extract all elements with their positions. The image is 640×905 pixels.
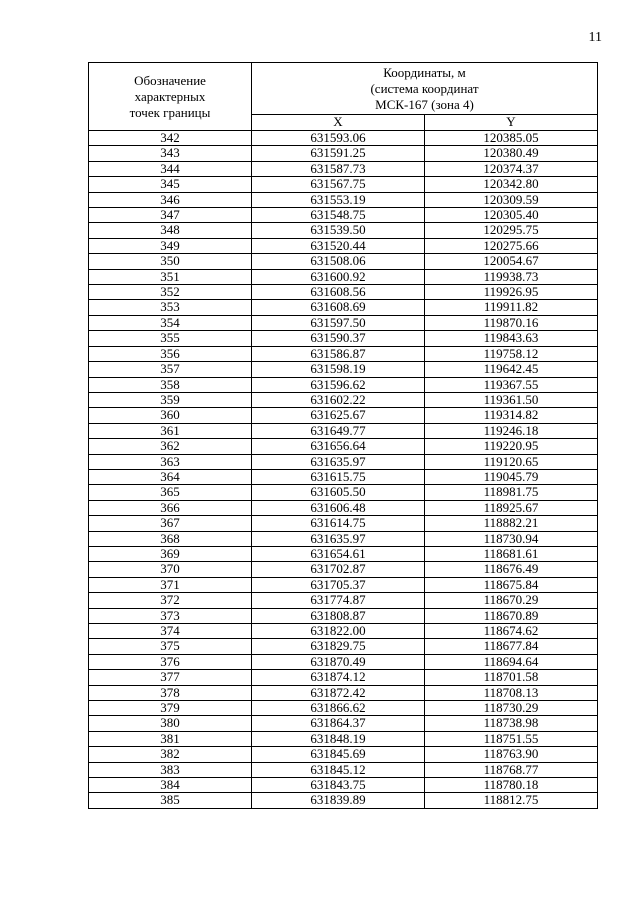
point-id-cell: 343 (89, 146, 252, 161)
point-id-cell: 376 (89, 654, 252, 669)
table-row (89, 469, 598, 484)
point-id-cell: 382 (89, 747, 252, 762)
point-id-cell: 371 (89, 577, 252, 592)
table-row (89, 731, 598, 746)
y-coordinate-cell: 120305.40 (425, 208, 598, 223)
x-coordinate-cell: 631587.73 (252, 161, 425, 176)
x-coordinate-cell: 631596.62 (252, 377, 425, 392)
y-coordinate-cell: 118751.55 (425, 731, 598, 746)
point-id-cell: 353 (89, 300, 252, 315)
x-coordinate-cell: 631625.67 (252, 408, 425, 423)
y-coordinate-cell: 118780.18 (425, 778, 598, 793)
table-row (89, 654, 598, 669)
x-coordinate-cell: 631586.87 (252, 346, 425, 361)
point-id-cell: 344 (89, 161, 252, 176)
table-row (89, 315, 598, 330)
y-coordinate-cell: 118675.84 (425, 577, 598, 592)
x-coordinate-cell: 631864.37 (252, 716, 425, 731)
table-row (89, 546, 598, 561)
x-coordinate-cell: 631872.42 (252, 685, 425, 700)
x-coordinate-cell: 631567.75 (252, 177, 425, 192)
y-coordinate-cell: 118701.58 (425, 670, 598, 685)
y-coordinate-cell: 119870.16 (425, 315, 598, 330)
y-coordinate-cell: 119314.82 (425, 408, 598, 423)
x-coordinate-cell: 631874.12 (252, 670, 425, 685)
coordinates-table (88, 62, 598, 809)
x-coordinate-cell: 631600.92 (252, 269, 425, 284)
header-point-label (89, 63, 252, 131)
x-coordinate-cell: 631614.75 (252, 516, 425, 531)
point-id-cell: 379 (89, 701, 252, 716)
x-coordinate-cell: 631615.75 (252, 469, 425, 484)
x-coordinate-cell: 631608.69 (252, 300, 425, 315)
table-row (89, 408, 598, 423)
y-coordinate-cell: 119758.12 (425, 346, 598, 361)
y-coordinate-cell: 119120.65 (425, 454, 598, 469)
point-id-cell: 365 (89, 485, 252, 500)
table-row (89, 208, 598, 223)
x-coordinate-cell: 631548.75 (252, 208, 425, 223)
table-row (89, 562, 598, 577)
x-coordinate-cell: 631843.75 (252, 778, 425, 793)
y-coordinate-cell: 119220.95 (425, 439, 598, 454)
point-id-cell: 350 (89, 254, 252, 269)
header-point-label-line: характерных (134, 88, 206, 104)
point-id-cell: 383 (89, 762, 252, 777)
table-row (89, 439, 598, 454)
x-coordinate-cell: 631656.64 (252, 439, 425, 454)
x-coordinate-cell: 631848.19 (252, 731, 425, 746)
point-id-cell: 378 (89, 685, 252, 700)
y-coordinate-cell: 120275.66 (425, 238, 598, 253)
x-coordinate-cell: 631635.97 (252, 531, 425, 546)
x-coordinate-cell: 631635.97 (252, 454, 425, 469)
point-id-cell: 347 (89, 208, 252, 223)
point-id-cell: 346 (89, 192, 252, 207)
x-coordinate-cell: 631590.37 (252, 331, 425, 346)
x-coordinate-cell: 631591.25 (252, 146, 425, 161)
table-row (89, 131, 598, 146)
point-id-cell: 374 (89, 624, 252, 639)
table-row (89, 485, 598, 500)
point-id-cell: 342 (89, 131, 252, 146)
y-coordinate-cell: 118708.13 (425, 685, 598, 700)
table-row (89, 670, 598, 685)
table-row (89, 331, 598, 346)
point-id-cell: 384 (89, 778, 252, 793)
x-coordinate-cell: 631508.06 (252, 254, 425, 269)
point-id-cell: 370 (89, 562, 252, 577)
x-coordinate-cell: 631649.77 (252, 423, 425, 438)
table-row (89, 716, 598, 731)
y-coordinate-cell: 118676.49 (425, 562, 598, 577)
table-row (89, 254, 598, 269)
table-row (89, 593, 598, 608)
point-id-cell: 364 (89, 469, 252, 484)
header-coordinates-line: (система координат (370, 80, 479, 96)
header-coordinates-line: МСК-167 (зона 4) (375, 96, 474, 112)
table-row (89, 177, 598, 192)
table-row (89, 531, 598, 546)
y-coordinate-cell: 120054.67 (425, 254, 598, 269)
x-coordinate-cell: 631597.50 (252, 315, 425, 330)
y-coordinate-cell: 118882.21 (425, 516, 598, 531)
x-coordinate-cell: 631593.06 (252, 131, 425, 146)
header-y: Y (425, 115, 598, 131)
table-row (89, 639, 598, 654)
table-row (89, 624, 598, 639)
header-coordinates-line: Координаты, м (383, 64, 466, 80)
table-row (89, 747, 598, 762)
y-coordinate-cell: 120309.59 (425, 192, 598, 207)
y-coordinate-cell: 118681.61 (425, 546, 598, 561)
table-row (89, 223, 598, 238)
table-row (89, 238, 598, 253)
point-id-cell: 373 (89, 608, 252, 623)
table-row (89, 608, 598, 623)
x-coordinate-cell: 631839.89 (252, 793, 425, 808)
x-coordinate-cell: 631539.50 (252, 223, 425, 238)
x-coordinate-cell: 631598.19 (252, 362, 425, 377)
table-row (89, 778, 598, 793)
point-id-cell: 381 (89, 731, 252, 746)
y-coordinate-cell: 120342.80 (425, 177, 598, 192)
x-coordinate-cell: 631705.37 (252, 577, 425, 592)
table-row (89, 192, 598, 207)
y-coordinate-cell: 118677.84 (425, 639, 598, 654)
y-coordinate-cell: 119361.50 (425, 392, 598, 407)
point-id-cell: 351 (89, 269, 252, 284)
table-row (89, 146, 598, 161)
point-id-cell: 361 (89, 423, 252, 438)
point-id-cell: 366 (89, 500, 252, 515)
y-coordinate-cell: 119642.45 (425, 362, 598, 377)
y-coordinate-cell: 118763.90 (425, 747, 598, 762)
y-coordinate-cell: 119246.18 (425, 423, 598, 438)
table-row (89, 362, 598, 377)
y-coordinate-cell: 118812.75 (425, 793, 598, 808)
y-coordinate-cell: 118925.67 (425, 500, 598, 515)
point-id-cell: 357 (89, 362, 252, 377)
table-row (89, 423, 598, 438)
y-coordinate-cell: 118981.75 (425, 485, 598, 500)
point-id-cell: 358 (89, 377, 252, 392)
header-point-label-line: Обозначение (134, 72, 206, 88)
y-coordinate-cell: 119926.95 (425, 285, 598, 300)
point-id-cell: 377 (89, 670, 252, 685)
y-coordinate-cell: 118730.94 (425, 531, 598, 546)
y-coordinate-cell: 120374.37 (425, 161, 598, 176)
point-id-cell: 345 (89, 177, 252, 192)
table-row (89, 500, 598, 515)
x-coordinate-cell: 631829.75 (252, 639, 425, 654)
y-coordinate-cell: 118674.62 (425, 624, 598, 639)
x-coordinate-cell: 631845.12 (252, 762, 425, 777)
x-coordinate-cell: 631520.44 (252, 238, 425, 253)
y-coordinate-cell: 120380.49 (425, 146, 598, 161)
table-row (89, 701, 598, 716)
y-coordinate-cell: 119367.55 (425, 377, 598, 392)
point-id-cell: 367 (89, 516, 252, 531)
table-row (89, 793, 598, 808)
point-id-cell: 355 (89, 331, 252, 346)
page-number: 11 (588, 30, 602, 45)
point-id-cell: 360 (89, 408, 252, 423)
point-id-cell: 354 (89, 315, 252, 330)
header-point-label-line: точек границы (129, 104, 211, 120)
table-row (89, 161, 598, 176)
y-coordinate-cell: 118768.77 (425, 762, 598, 777)
x-coordinate-cell: 631654.61 (252, 546, 425, 561)
table-row (89, 577, 598, 592)
point-id-cell: 372 (89, 593, 252, 608)
point-id-cell: 385 (89, 793, 252, 808)
point-id-cell: 359 (89, 392, 252, 407)
y-coordinate-cell: 120295.75 (425, 223, 598, 238)
x-coordinate-cell: 631553.19 (252, 192, 425, 207)
table-row (89, 285, 598, 300)
table-row (89, 516, 598, 531)
x-coordinate-cell: 631866.62 (252, 701, 425, 716)
y-coordinate-cell: 118694.64 (425, 654, 598, 669)
point-id-cell: 380 (89, 716, 252, 731)
y-coordinate-cell: 120385.05 (425, 131, 598, 146)
x-coordinate-cell: 631606.48 (252, 500, 425, 515)
table-row (89, 762, 598, 777)
x-coordinate-cell: 631605.50 (252, 485, 425, 500)
y-coordinate-cell: 118670.29 (425, 593, 598, 608)
y-coordinate-cell: 118738.98 (425, 716, 598, 731)
table-row (89, 269, 598, 284)
y-coordinate-cell: 119911.82 (425, 300, 598, 315)
x-coordinate-cell: 631608.56 (252, 285, 425, 300)
point-id-cell: 369 (89, 546, 252, 561)
table-row (89, 392, 598, 407)
table-row (89, 685, 598, 700)
header-x: X (252, 115, 425, 131)
table-row (89, 454, 598, 469)
y-coordinate-cell: 118670.89 (425, 608, 598, 623)
y-coordinate-cell: 119843.63 (425, 331, 598, 346)
point-id-cell: 352 (89, 285, 252, 300)
x-coordinate-cell: 631822.00 (252, 624, 425, 639)
x-coordinate-cell: 631870.49 (252, 654, 425, 669)
table-row (89, 377, 598, 392)
point-id-cell: 375 (89, 639, 252, 654)
x-coordinate-cell: 631602.22 (252, 392, 425, 407)
point-id-cell: 356 (89, 346, 252, 361)
header-coordinates (252, 63, 598, 115)
y-coordinate-cell: 119938.73 (425, 269, 598, 284)
y-coordinate-cell: 118730.29 (425, 701, 598, 716)
point-id-cell: 363 (89, 454, 252, 469)
point-id-cell: 348 (89, 223, 252, 238)
point-id-cell: 362 (89, 439, 252, 454)
table-body (89, 131, 598, 809)
x-coordinate-cell: 631702.87 (252, 562, 425, 577)
point-id-cell: 349 (89, 238, 252, 253)
x-coordinate-cell: 631845.69 (252, 747, 425, 762)
y-coordinate-cell: 119045.79 (425, 469, 598, 484)
x-coordinate-cell: 631808.87 (252, 608, 425, 623)
x-coordinate-cell: 631774.87 (252, 593, 425, 608)
point-id-cell: 368 (89, 531, 252, 546)
table-row (89, 346, 598, 361)
table-row (89, 300, 598, 315)
